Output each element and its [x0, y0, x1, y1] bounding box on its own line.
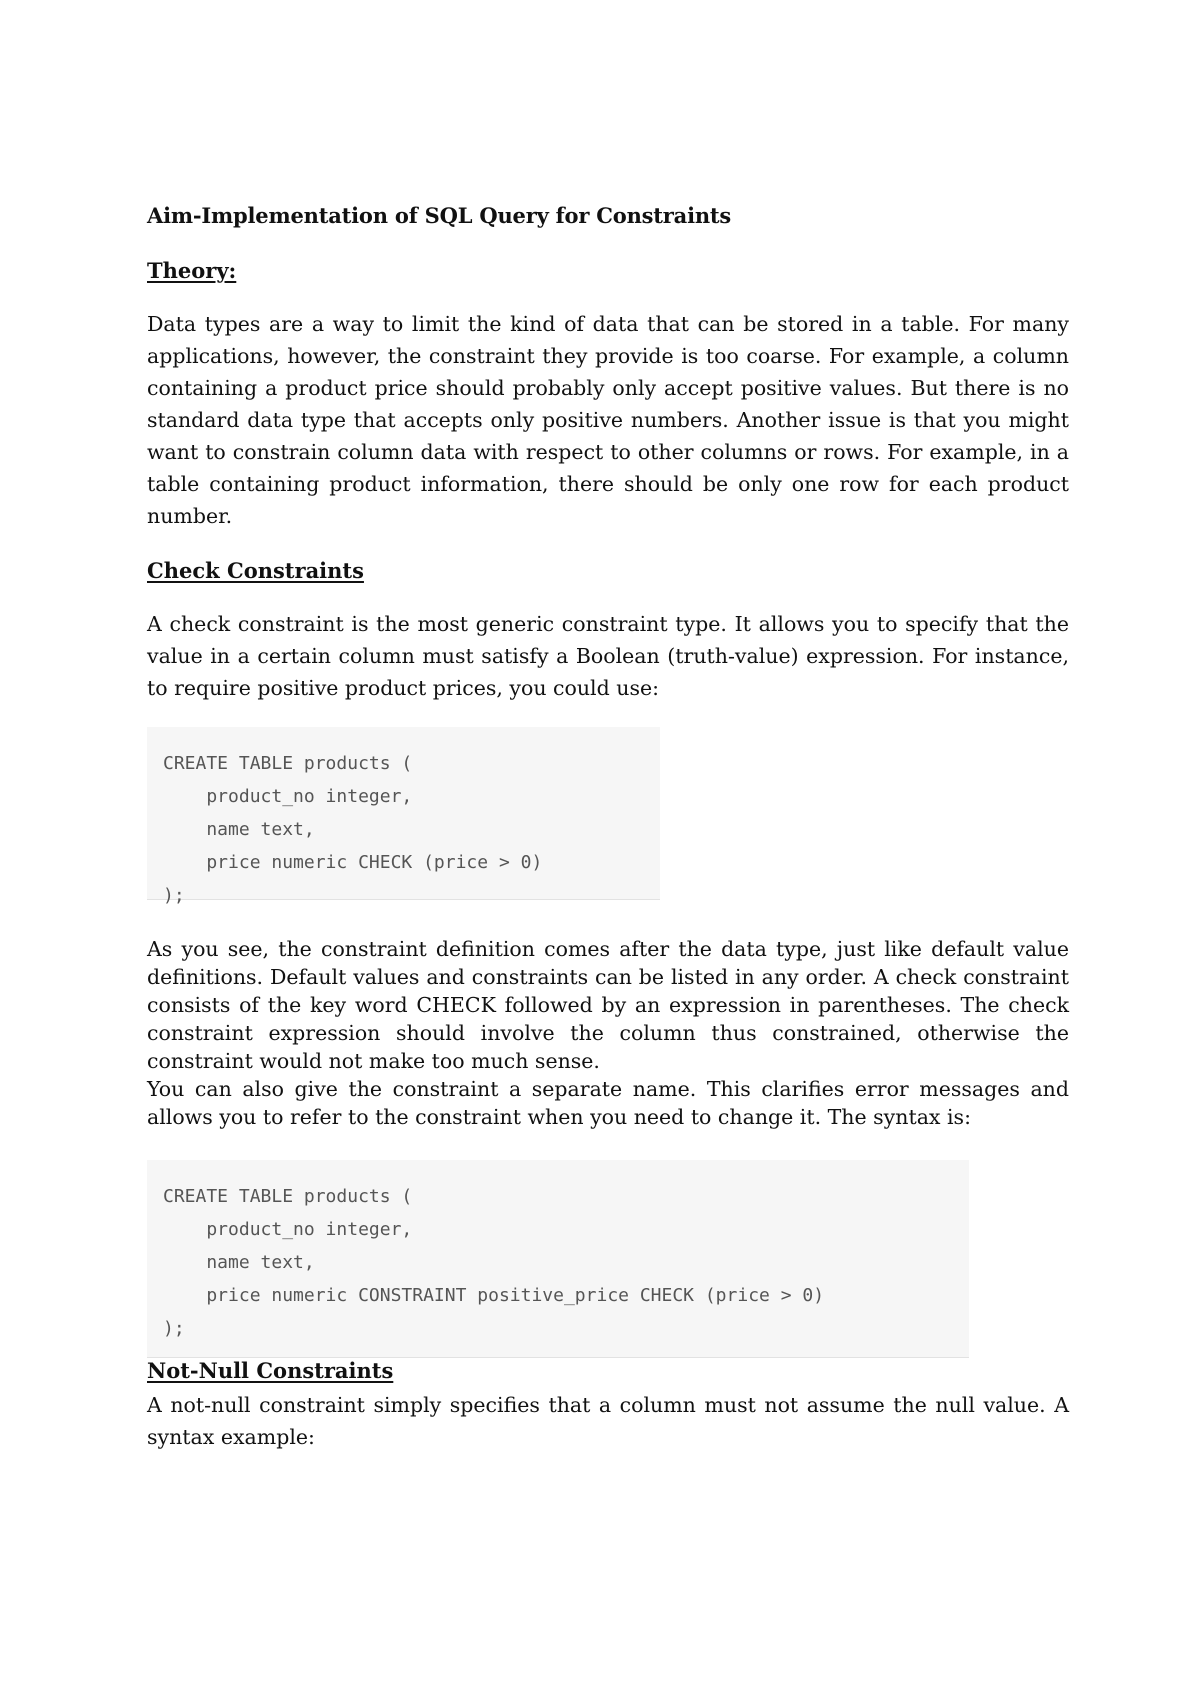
code-block-named-check — [147, 1160, 969, 1358]
check-explanation-paragraph: As you see, the constraint definition comes after the data type, just like default value definitions. Default values and constraints can be listed in any order. A check constraint consists of the key word CHECK followed by an expression in parentheses. The check constraint expression should involve the column thus constrained, otherwise the constraint would not make too much sense. — [147, 937, 1069, 1073]
code-line: name text, — [163, 819, 315, 840]
code-line: product_no integer, — [163, 1219, 413, 1240]
page-title: Aim-Implementation of SQL Query for Constraints — [147, 203, 732, 228]
named-constraint-paragraph: You can also give the constraint a separate name. This clarifies error messages and allows you to refer to the constraint when you need to change it. The syntax is: — [147, 1077, 1069, 1129]
code-block-check — [147, 727, 660, 906]
check-constraints-intro: A check constraint is the most generic constraint type. It allows you to specify that the value in a certain column must satisfy a Boolean (truth-value) expression. For instance, to require positive product prices, you could use: — [147, 612, 1069, 700]
code-line: CREATE TABLE products ( — [163, 753, 413, 774]
code-line: CREATE TABLE products ( — [163, 1186, 413, 1207]
check-constraints-heading: Check Constraints — [147, 558, 364, 583]
code-line: ); — [163, 885, 185, 906]
code-line: ); — [163, 1318, 185, 1339]
code-line: product_no integer, — [163, 786, 413, 807]
not-null-heading: Not-Null Constraints — [147, 1358, 394, 1383]
not-null-paragraph: A not-null constraint simply specifies that a column must not assume the null value. A syntax example: — [147, 1393, 1069, 1449]
theory-heading: Theory: — [147, 258, 237, 283]
code-line: price numeric CONSTRAINT positive_price CHECK (price > 0) — [163, 1285, 825, 1306]
code-line: price numeric CHECK (price > 0) — [163, 852, 543, 873]
code-line: name text, — [163, 1252, 315, 1273]
theory-paragraph: Data types are a way to limit the kind of data that can be stored in a table. For many applications, however, the constraint they provide is too coarse. For example, a column containing a product price should probably only accept positive values. But there is no standard data type that accepts only positive numbers. Another issue is that you might want to constrain column data with respect to other columns or rows. For example, in a table containing product information, there should be only one row for each product number. — [147, 312, 1069, 528]
